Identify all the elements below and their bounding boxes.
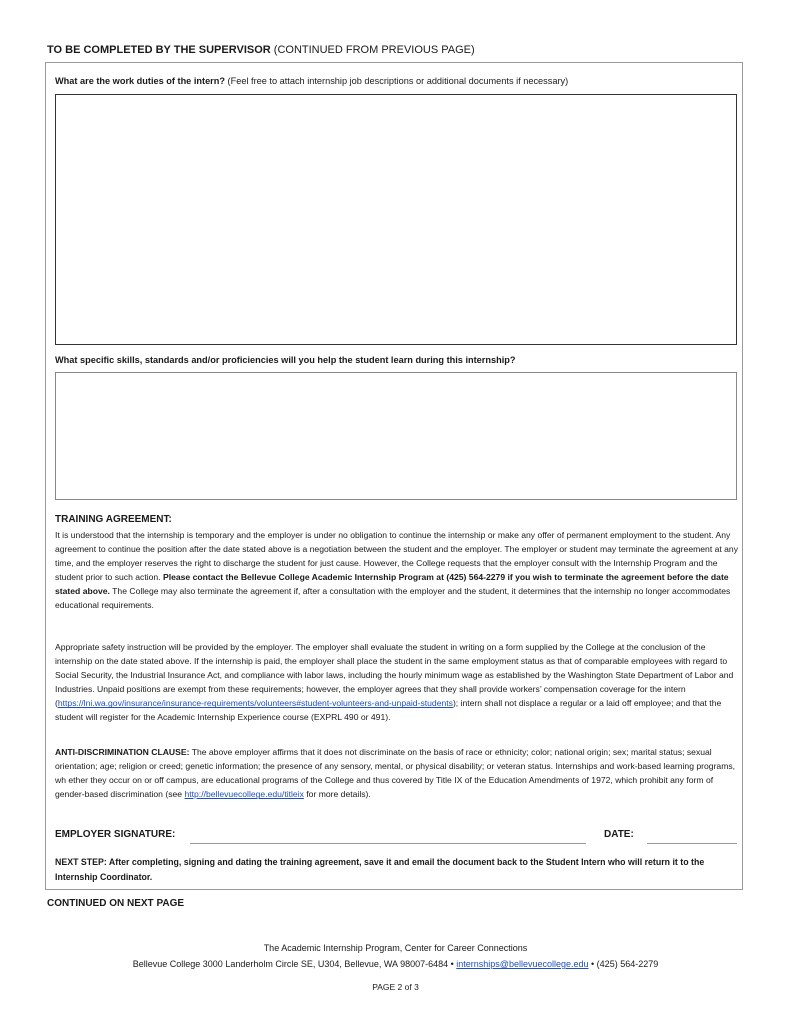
employer-signature-field[interactable] [190, 843, 586, 844]
titleix-link[interactable]: http://bellevuecollege.edu/titleix [184, 789, 304, 800]
page-number: PAGE 2 of 3 [372, 982, 419, 992]
training-agreement-paragraph-2 [55, 640, 739, 725]
footer-address: Bellevue College 3000 Landerholm Circle SE, U304, Bellevue, WA 98007-6484 • [132, 959, 454, 969]
lni-link[interactable]: https://lni.wa.gov/insurance/insurance-requirements/volunteers#student-volunteers-and-unpaid-students [57, 698, 453, 709]
anti-discrimination-text-b: for more details). [306, 789, 371, 800]
date-field[interactable] [647, 843, 737, 844]
training-p2-text-b: ); intern shall not displace a regular or a laid off employee; and that the student will register for the Academic Internship Experience course (EXPRL 490 or 491). [55, 698, 722, 723]
skills-field[interactable] [55, 372, 737, 500]
footer-email-link[interactable]: internships@bellevuecollege.edu [456, 959, 589, 969]
anti-discrimination-clause [55, 745, 739, 801]
section-header [47, 44, 475, 56]
training-p1-text-a: It is understood that the internship is temporary and the employer is under no obligation to continue the internship or make any offer of permanent employment to the student. Any agreement to continue the position after the date stated above is a negotiation between the student and the employer. The employer or student may terminate the agreement at any time, and the employer reserves the right to discharge the student for just cause. However, the College requests that the employer consult with the Internship Program and the student prior to such action. [55, 530, 739, 583]
footer-address-line [0, 959, 791, 969]
training-agreement-title: TRAINING AGREEMENT: [55, 514, 172, 525]
employer-signature-label: EMPLOYER SIGNATURE: [55, 829, 176, 840]
next-step-instructions: NEXT STEP: After completing, signing and dating the training agreement, save it and email the document back to the Student Intern who will return it to the Internship Coordinator. [55, 857, 705, 882]
work-duties-question [55, 76, 568, 86]
footer-phone: • (425) 564-2279 [591, 959, 659, 969]
anti-discrimination-text-a: The above employer affirms that it does not discriminate on the basis of race or ethnicity; color; national origin; sex; marital status; sexual orientation; age; religion or creed; genetic information; the presence of any sensory, mental, or physical disability; or veteran status. Internships and work-based learning programs, wh ether they occur on or off campus, are educational programs of the College and thus covered by Title IX of the Education Amendments of 1972, which prohibit any form of gender-based discrimination (see [55, 747, 736, 800]
anti-discrimination-label: ANTI-DISCRIMINATION CLAUSE: [55, 747, 190, 757]
section-header-title: TO BE COMPLETED BY THE SUPERVISOR [47, 44, 271, 56]
training-p1-contact: Please contact the Bellevue College Academic Internship Program at (425) 564-2279 if you wish to terminate the agreement before the date stated above. [55, 572, 729, 597]
work-duties-question-note: (Feel free to attach internship job descriptions or additional documents if necessary) [227, 76, 569, 86]
section-header-subtitle: (CONTINUED FROM PREVIOUS PAGE) [273, 44, 475, 56]
skills-question: What specific skills, standards and/or proficiencies will you help the student learn during this internship? [55, 355, 516, 365]
work-duties-field[interactable] [55, 94, 737, 345]
date-label: DATE: [604, 829, 634, 840]
training-p1-text-b: The College may also terminate the agreement if, after a consultation with the employer and the student, it determines that the internship no longer accommodates educational requirements. [55, 586, 731, 611]
footer-program-name: The Academic Internship Program, Center for Career Connections [263, 943, 528, 953]
continued-on-next-page: CONTINUED ON NEXT PAGE [47, 898, 185, 909]
training-agreement-paragraph-1 [55, 528, 739, 613]
work-duties-question-text: What are the work duties of the intern? [55, 76, 225, 86]
training-p2-text-a: Appropriate safety instruction will be provided by the employer. The employer shall evaluate the student in writing on a form supplied by the College at the conclusion of the internship on the date stated above. If the internship is paid, the employer shall place the student in the same employment status as that of comparable employees with regard to Social Security, the Industrial Insurance Act, and compliance with labor laws, including the hourly minimum wage as established by the Washington State Department of Labor and Industries. Unpaid positions are exempt from these requirements; however, the employer agrees that they shall provide workers’ compensation coverage for the intern ( [55, 642, 734, 709]
